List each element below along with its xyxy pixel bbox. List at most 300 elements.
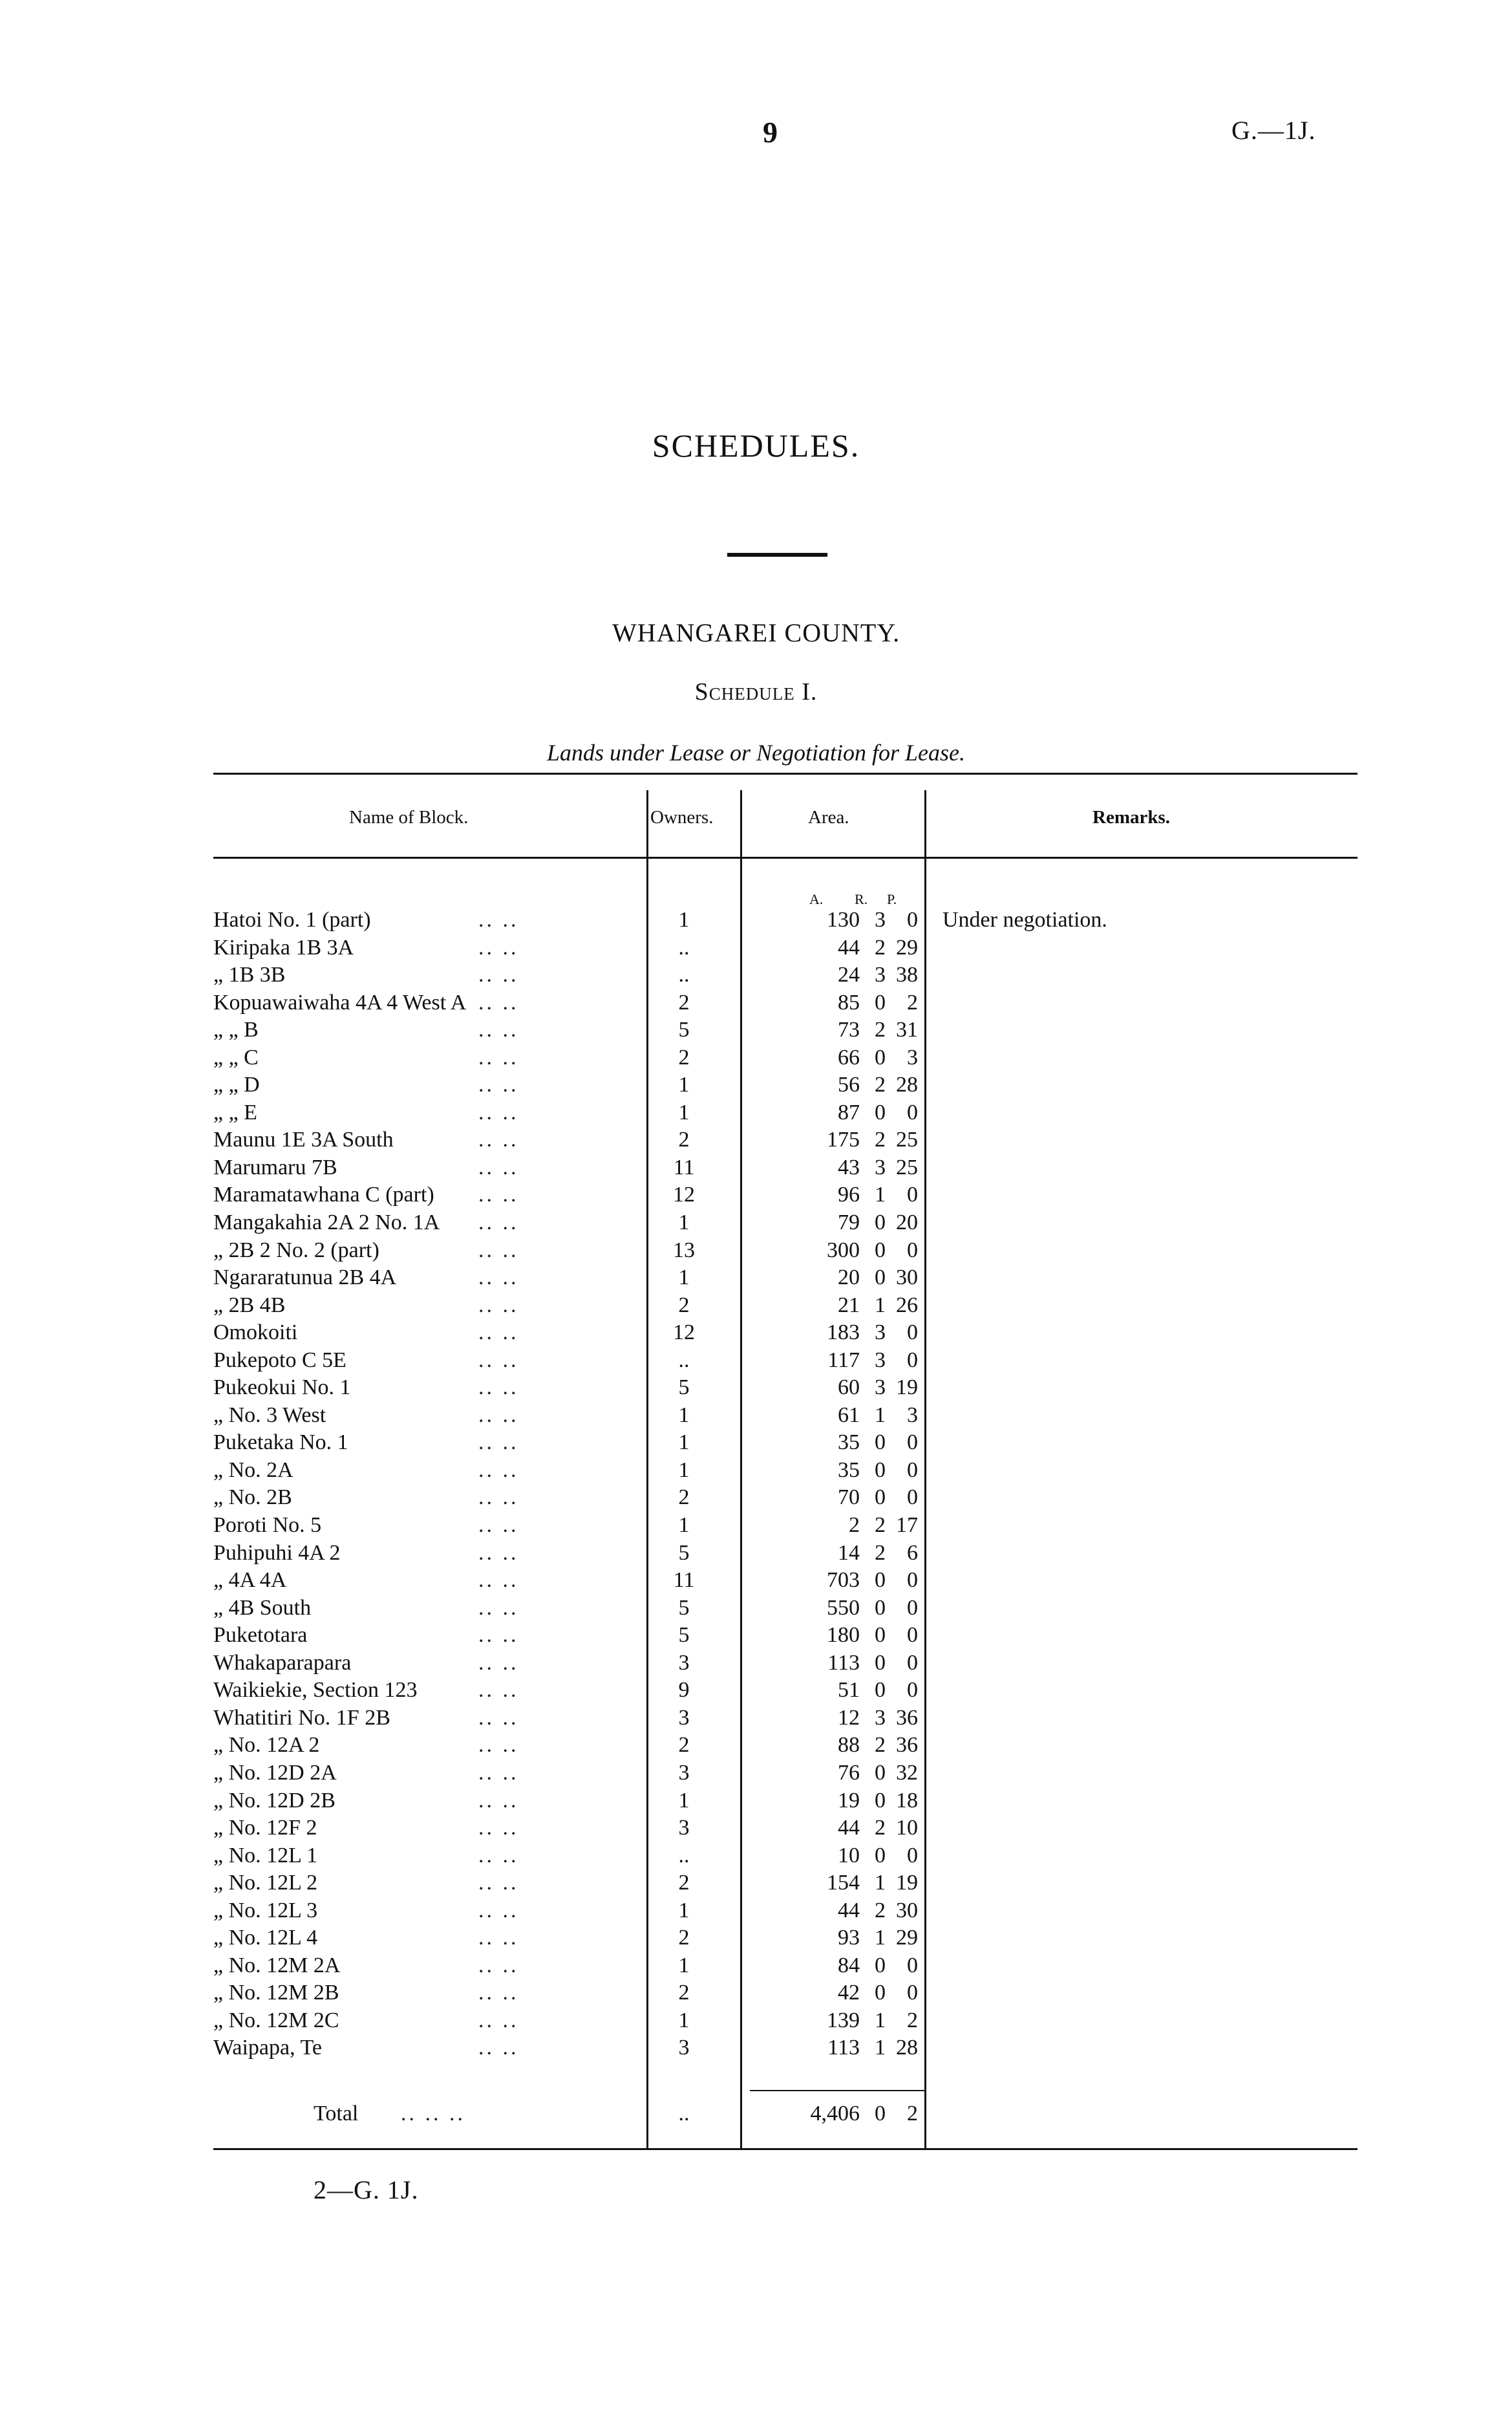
area-perches: 3 — [907, 1045, 918, 1070]
block-name: „ No. 12M 2C — [213, 2008, 339, 2032]
area-roods: 1 — [875, 1926, 886, 1950]
total-owners: .. — [678, 2102, 690, 2125]
area-perches: 28 — [896, 2036, 918, 2060]
leader-dots: .. .. — [478, 1485, 519, 1510]
table-row — [0, 1540, 1512, 1567]
table-row — [0, 1814, 1512, 1842]
leader-dots: .. .. — [478, 1981, 519, 2005]
total-perches: 2 — [907, 2102, 918, 2125]
total-label: Total — [314, 2102, 359, 2125]
leader-dots: .. .. — [478, 935, 519, 960]
block-name: „ 4B South — [213, 1595, 312, 1620]
table-row — [0, 1017, 1512, 1044]
area-acres: 21 — [838, 1293, 860, 1317]
page-title: SCHEDULES. — [652, 427, 860, 464]
area-perches: 25 — [896, 1128, 918, 1152]
area-perches: 0 — [907, 1348, 918, 1372]
area-perches: 19 — [896, 1375, 918, 1400]
owners-count: 13 — [673, 1238, 695, 1262]
area-roods: 3 — [875, 1320, 886, 1345]
area-acres: 70 — [838, 1485, 860, 1510]
area-perches: 0 — [907, 1678, 918, 1703]
area-roods: 2 — [875, 935, 886, 960]
leader-dots: .. .. — [478, 1733, 519, 1758]
table-row — [0, 1347, 1512, 1375]
owners-count: 1 — [678, 908, 690, 932]
area-perches: 0 — [907, 1568, 918, 1593]
area-perches: 30 — [896, 1898, 918, 1922]
owners-count: 1 — [678, 1430, 690, 1455]
remarks: Under negotiation. — [942, 908, 1107, 932]
county-heading: WHANGAREI COUNTY. — [612, 618, 900, 647]
area-perches: 2 — [907, 2008, 918, 2032]
table-body — [0, 907, 1512, 2062]
area-acres: 10 — [838, 1843, 860, 1867]
table-row — [0, 1705, 1512, 1732]
block-name: „ „ C — [213, 1045, 259, 1070]
owners-count: .. — [678, 1348, 690, 1372]
total-acres: 4,406 — [810, 2102, 860, 2125]
area-acres: 35 — [838, 1430, 860, 1455]
leader-dots: .. .. — [478, 1595, 519, 1620]
owners-count: 1 — [678, 1100, 690, 1124]
area-perches: 26 — [896, 1293, 918, 1317]
table-row — [0, 1209, 1512, 1237]
leader-dots: .. .. — [478, 1100, 519, 1124]
table-row — [0, 1595, 1512, 1622]
owners-count: 2 — [678, 990, 690, 1015]
block-name: „ No. 12F 2 — [213, 1816, 317, 1840]
leader-dots: .. .. — [478, 2008, 519, 2032]
table-row — [0, 1732, 1512, 1759]
block-name: Poroti No. 5 — [213, 1513, 322, 1538]
schedule-heading: Schedule I. — [694, 678, 818, 705]
area-perches: 0 — [907, 1623, 918, 1648]
area-acres: 175 — [827, 1128, 860, 1152]
owners-count: 1 — [678, 1403, 690, 1427]
area-acres: 2 — [849, 1513, 860, 1538]
area-roods: 0 — [875, 990, 886, 1015]
table-row — [0, 934, 1512, 962]
leader-dots: .. .. — [478, 1210, 519, 1235]
area-perches: 0 — [907, 1183, 918, 1207]
area-perches: 19 — [896, 1871, 918, 1895]
owners-count: 5 — [678, 1595, 690, 1620]
area-perches: 25 — [896, 1155, 918, 1179]
table-row — [0, 1402, 1512, 1430]
area-roods: 2 — [875, 1018, 886, 1042]
area-acres: 12 — [838, 1705, 860, 1730]
block-name: „ No. 12D 2A — [213, 1760, 337, 1785]
owners-count: 2 — [678, 1128, 690, 1152]
leader-dots: .. .. — [478, 1513, 519, 1538]
area-acres: 51 — [838, 1678, 860, 1703]
area-perches: 0 — [907, 1320, 918, 1345]
table-row — [0, 2007, 1512, 2035]
area-roods: 3 — [875, 963, 886, 987]
area-acres: 43 — [838, 1155, 860, 1179]
owners-count: 1 — [678, 1458, 690, 1482]
area-acres: 44 — [838, 935, 860, 960]
table-bottom-rule — [213, 2148, 1358, 2150]
table-header-rule — [213, 857, 1358, 859]
leader-dots: .. .. — [478, 1788, 519, 1813]
area-acres: 19 — [838, 1788, 860, 1813]
leader-dots: .. .. — [478, 1871, 519, 1895]
area-acres: 73 — [838, 1018, 860, 1042]
block-name: „ No. 2B — [213, 1485, 292, 1510]
area-roods: 0 — [875, 1843, 886, 1867]
area-acres: 66 — [838, 1045, 860, 1070]
owners-count: 3 — [678, 1760, 690, 1785]
area-perches: 36 — [896, 1705, 918, 1730]
area-roods: 3 — [875, 1375, 886, 1400]
area-acres: 44 — [838, 1898, 860, 1922]
area-roods: 0 — [875, 1568, 886, 1593]
area-perches: 38 — [896, 963, 918, 987]
block-name: Kopuawaiwaha 4A 4 West A — [213, 990, 467, 1015]
owners-count: 12 — [673, 1183, 695, 1207]
area-perches: 2 — [907, 990, 918, 1015]
area-roods: 0 — [875, 1595, 886, 1620]
area-acres: 180 — [827, 1623, 860, 1648]
area-perches: 29 — [896, 935, 918, 960]
owners-count: 2 — [678, 1926, 690, 1950]
table-row — [0, 1237, 1512, 1265]
block-name: „ No. 12D 2B — [213, 1788, 335, 1813]
area-roods: 0 — [875, 1265, 886, 1290]
area-acres: 61 — [838, 1403, 860, 1427]
area-acres: 87 — [838, 1100, 860, 1124]
area-acres: 20 — [838, 1265, 860, 1290]
area-acres: 88 — [838, 1733, 860, 1758]
table-row — [0, 1264, 1512, 1292]
area-perches: 0 — [907, 1238, 918, 1262]
area-perches: 32 — [896, 1760, 918, 1785]
area-acres: 130 — [827, 908, 860, 932]
owners-count: 2 — [678, 1871, 690, 1895]
table-row — [0, 1429, 1512, 1457]
block-name: „ No. 2A — [213, 1458, 293, 1482]
leader-dots: .. .. .. — [401, 2102, 465, 2125]
area-roods: 0 — [875, 1981, 886, 2005]
area-roods: 1 — [875, 1183, 886, 1207]
leader-dots: .. .. — [478, 1183, 519, 1207]
footer-signature: 2—G. 1J. — [314, 2175, 419, 2204]
leader-dots: .. .. — [478, 1705, 519, 1730]
column-header-area: Area. — [808, 807, 849, 828]
area-roods: 1 — [875, 1403, 886, 1427]
area-acres: 113 — [827, 2036, 860, 2060]
owners-count: 5 — [678, 1375, 690, 1400]
area-roods: 2 — [875, 1816, 886, 1840]
owners-count: 2 — [678, 1045, 690, 1070]
area-perches: 0 — [907, 1981, 918, 2005]
table-row — [0, 2034, 1512, 2062]
block-name: Puketaka No. 1 — [213, 1430, 348, 1455]
leader-dots: .. .. — [478, 1623, 519, 1648]
area-roods: 1 — [875, 1871, 886, 1895]
owners-count: 2 — [678, 1981, 690, 2005]
table-row — [0, 1759, 1512, 1787]
block-name: „ „ D — [213, 1073, 260, 1097]
owners-count: 2 — [678, 1485, 690, 1510]
area-acres: 113 — [827, 1650, 860, 1675]
leader-dots: .. .. — [478, 1898, 519, 1922]
block-name: Maunu 1E 3A South — [213, 1128, 394, 1152]
owners-count: .. — [678, 1843, 690, 1867]
unit-perches: P. — [887, 891, 897, 907]
table-row — [0, 907, 1512, 934]
block-name: Maramatawhana C (part) — [213, 1183, 434, 1207]
block-name: „ No. 12L 3 — [213, 1898, 318, 1922]
area-roods: 0 — [875, 1760, 886, 1785]
owners-count: 1 — [678, 1210, 690, 1235]
table-row — [0, 1787, 1512, 1815]
area-perches: 6 — [907, 1540, 918, 1565]
area-roods: 3 — [875, 908, 886, 932]
leader-dots: .. .. — [478, 1073, 519, 1097]
block-name: Ngararatunua 2B 4A — [213, 1265, 397, 1290]
area-roods: 0 — [875, 1100, 886, 1124]
owners-count: 1 — [678, 1953, 690, 1977]
table-total-rule — [750, 2090, 924, 2091]
area-perches: 29 — [896, 1926, 918, 1950]
block-name: Waikiekie, Section 123 — [213, 1678, 418, 1703]
area-roods: 0 — [875, 1788, 886, 1813]
table-row — [0, 1292, 1512, 1320]
total-row — [0, 2100, 1512, 2129]
table-row — [0, 1952, 1512, 1980]
leader-dots: .. .. — [478, 1568, 519, 1593]
area-acres: 139 — [827, 2008, 860, 2032]
table-row — [0, 1154, 1512, 1182]
table-row — [0, 1484, 1512, 1512]
block-name: „ No. 12L 2 — [213, 1871, 318, 1895]
block-name: „ No. 12L 4 — [213, 1926, 318, 1950]
block-name: „ „ B — [213, 1018, 259, 1042]
leader-dots: .. .. — [478, 1403, 519, 1427]
leader-dots: .. .. — [478, 1760, 519, 1785]
leader-dots: .. .. — [478, 963, 519, 987]
area-acres: 183 — [827, 1320, 860, 1345]
leader-dots: .. .. — [478, 908, 519, 932]
owners-count: 2 — [678, 1293, 690, 1317]
area-roods: 3 — [875, 1705, 886, 1730]
block-name: Kiripaka 1B 3A — [213, 935, 354, 960]
owners-count: 3 — [678, 1650, 690, 1675]
block-name: „ 1B 3B — [213, 963, 286, 987]
area-acres: 44 — [838, 1816, 860, 1840]
area-roods: 0 — [875, 1953, 886, 1977]
table-row — [0, 1044, 1512, 1072]
area-roods: 3 — [875, 1348, 886, 1372]
leader-dots: .. .. — [478, 1238, 519, 1262]
owners-count: 5 — [678, 1540, 690, 1565]
area-roods: 0 — [875, 1238, 886, 1262]
table-row — [0, 989, 1512, 1017]
area-acres: 56 — [838, 1073, 860, 1097]
area-perches: 31 — [896, 1018, 918, 1042]
block-name: Whatitiri No. 1F 2B — [213, 1705, 390, 1730]
owners-count: 2 — [678, 1733, 690, 1758]
owners-count: 1 — [678, 1073, 690, 1097]
area-acres: 35 — [838, 1458, 860, 1482]
area-perches: 20 — [896, 1210, 918, 1235]
leader-dots: .. .. — [478, 1540, 519, 1565]
owners-count: 3 — [678, 2036, 690, 2060]
table-row — [0, 1622, 1512, 1650]
block-name: „ No. 12M 2A — [213, 1953, 341, 1977]
leader-dots: .. .. — [478, 2036, 519, 2060]
leader-dots: .. .. — [478, 1045, 519, 1070]
table-row — [0, 1924, 1512, 1952]
area-acres: 117 — [827, 1348, 860, 1372]
area-perches: 0 — [907, 1430, 918, 1455]
table-row — [0, 1567, 1512, 1595]
table-row — [0, 1126, 1512, 1154]
owners-count: 5 — [678, 1018, 690, 1042]
owners-count: 12 — [673, 1320, 695, 1345]
title-divider — [727, 553, 827, 557]
leader-dots: .. .. — [478, 1458, 519, 1482]
table-row — [0, 1842, 1512, 1870]
area-roods: 2 — [875, 1898, 886, 1922]
table-row — [0, 1319, 1512, 1347]
area-perches: 28 — [896, 1073, 918, 1097]
table-row — [0, 962, 1512, 989]
table-row — [0, 1099, 1512, 1127]
unit-acres: A. — [809, 891, 824, 907]
area-perches: 17 — [896, 1513, 918, 1538]
table-row — [0, 1071, 1512, 1099]
area-roods: 2 — [875, 1128, 886, 1152]
page-number: 9 — [763, 116, 778, 149]
area-roods: 0 — [875, 1650, 886, 1675]
owners-count: 1 — [678, 2008, 690, 2032]
area-roods: 2 — [875, 1513, 886, 1538]
leader-dots: .. .. — [478, 1293, 519, 1317]
area-acres: 96 — [838, 1183, 860, 1207]
area-roods: 1 — [875, 2036, 886, 2060]
area-roods: 0 — [875, 1678, 886, 1703]
area-acres: 79 — [838, 1210, 860, 1235]
owners-count: 1 — [678, 1513, 690, 1538]
leader-dots: .. .. — [478, 1650, 519, 1675]
table-row — [0, 1869, 1512, 1897]
area-acres: 703 — [827, 1568, 860, 1593]
block-name: Hatoi No. 1 (part) — [213, 908, 371, 932]
area-perches: 36 — [896, 1733, 918, 1758]
owners-count: 5 — [678, 1623, 690, 1648]
block-name: „ 2B 2 No. 2 (part) — [213, 1238, 379, 1262]
area-perches: 30 — [896, 1265, 918, 1290]
owners-count: 1 — [678, 1788, 690, 1813]
leader-dots: .. .. — [478, 1348, 519, 1372]
owners-count: .. — [678, 935, 690, 960]
block-name: „ No. 12L 1 — [213, 1843, 318, 1867]
area-perches: 10 — [896, 1816, 918, 1840]
area-acres: 84 — [838, 1953, 860, 1977]
owners-count: 11 — [673, 1568, 695, 1593]
owners-count: .. — [678, 963, 690, 987]
leader-dots: .. .. — [478, 1128, 519, 1152]
leader-dots: .. .. — [478, 1155, 519, 1179]
owners-count: 1 — [678, 1265, 690, 1290]
area-roods: 0 — [875, 1045, 886, 1070]
area-acres: 93 — [838, 1926, 860, 1950]
block-name: Whakaparapara — [213, 1650, 352, 1675]
leader-dots: .. .. — [478, 1320, 519, 1345]
table-row — [0, 1650, 1512, 1677]
table-row — [0, 1457, 1512, 1485]
table-row — [0, 1677, 1512, 1705]
leader-dots: .. .. — [478, 1430, 519, 1455]
total-roods: 0 — [875, 2102, 886, 2125]
area-perches: 0 — [907, 1650, 918, 1675]
area-perches: 0 — [907, 1595, 918, 1620]
table-row — [0, 1512, 1512, 1540]
area-roods: 3 — [875, 1155, 886, 1179]
table-row — [0, 1897, 1512, 1925]
table-top-rule — [213, 773, 1358, 775]
area-roods: 1 — [875, 1293, 886, 1317]
area-roods: 0 — [875, 1458, 886, 1482]
block-name: „ 4A 4A — [213, 1568, 287, 1593]
area-acres: 42 — [838, 1981, 860, 2005]
area-roods: 0 — [875, 1623, 886, 1648]
leader-dots: .. .. — [478, 1265, 519, 1290]
table-row — [0, 1979, 1512, 2007]
area-roods: 2 — [875, 1733, 886, 1758]
owners-count: 3 — [678, 1705, 690, 1730]
schedule-subtitle: Lands under Lease or Negotiation for Lease. — [546, 740, 965, 766]
leader-dots: .. .. — [478, 1953, 519, 1977]
area-roods: 2 — [875, 1073, 886, 1097]
column-header-owners: Owners. — [650, 807, 714, 828]
area-acres: 14 — [838, 1540, 860, 1565]
area-perches: 0 — [907, 1953, 918, 1977]
area-acres: 550 — [827, 1595, 860, 1620]
area-roods: 0 — [875, 1210, 886, 1235]
block-name: Marumaru 7B — [213, 1155, 337, 1179]
area-acres: 300 — [827, 1238, 860, 1262]
leader-dots: .. .. — [478, 990, 519, 1015]
area-perches: 0 — [907, 1458, 918, 1482]
area-perches: 0 — [907, 908, 918, 932]
block-name: „ No. 12M 2B — [213, 1981, 339, 2005]
area-acres: 154 — [827, 1871, 860, 1895]
area-acres: 24 — [838, 963, 860, 987]
block-name: „ No. 12A 2 — [213, 1733, 320, 1758]
area-perches: 0 — [907, 1485, 918, 1510]
area-roods: 1 — [875, 2008, 886, 2032]
block-name: Pukeokui No. 1 — [213, 1375, 351, 1400]
leader-dots: .. .. — [478, 1816, 519, 1840]
owners-count: 1 — [678, 1898, 690, 1922]
block-name: „ „ E — [213, 1100, 257, 1124]
leader-dots: .. .. — [478, 1678, 519, 1703]
table-row — [0, 1374, 1512, 1402]
block-name: Puketotara — [213, 1623, 308, 1648]
area-perches: 0 — [907, 1843, 918, 1867]
area-acres: 60 — [838, 1375, 860, 1400]
area-acres: 85 — [838, 990, 860, 1015]
block-name: „ No. 3 West — [213, 1403, 326, 1427]
area-roods: 0 — [875, 1430, 886, 1455]
owners-count: 9 — [678, 1678, 690, 1703]
leader-dots: .. .. — [478, 1843, 519, 1867]
